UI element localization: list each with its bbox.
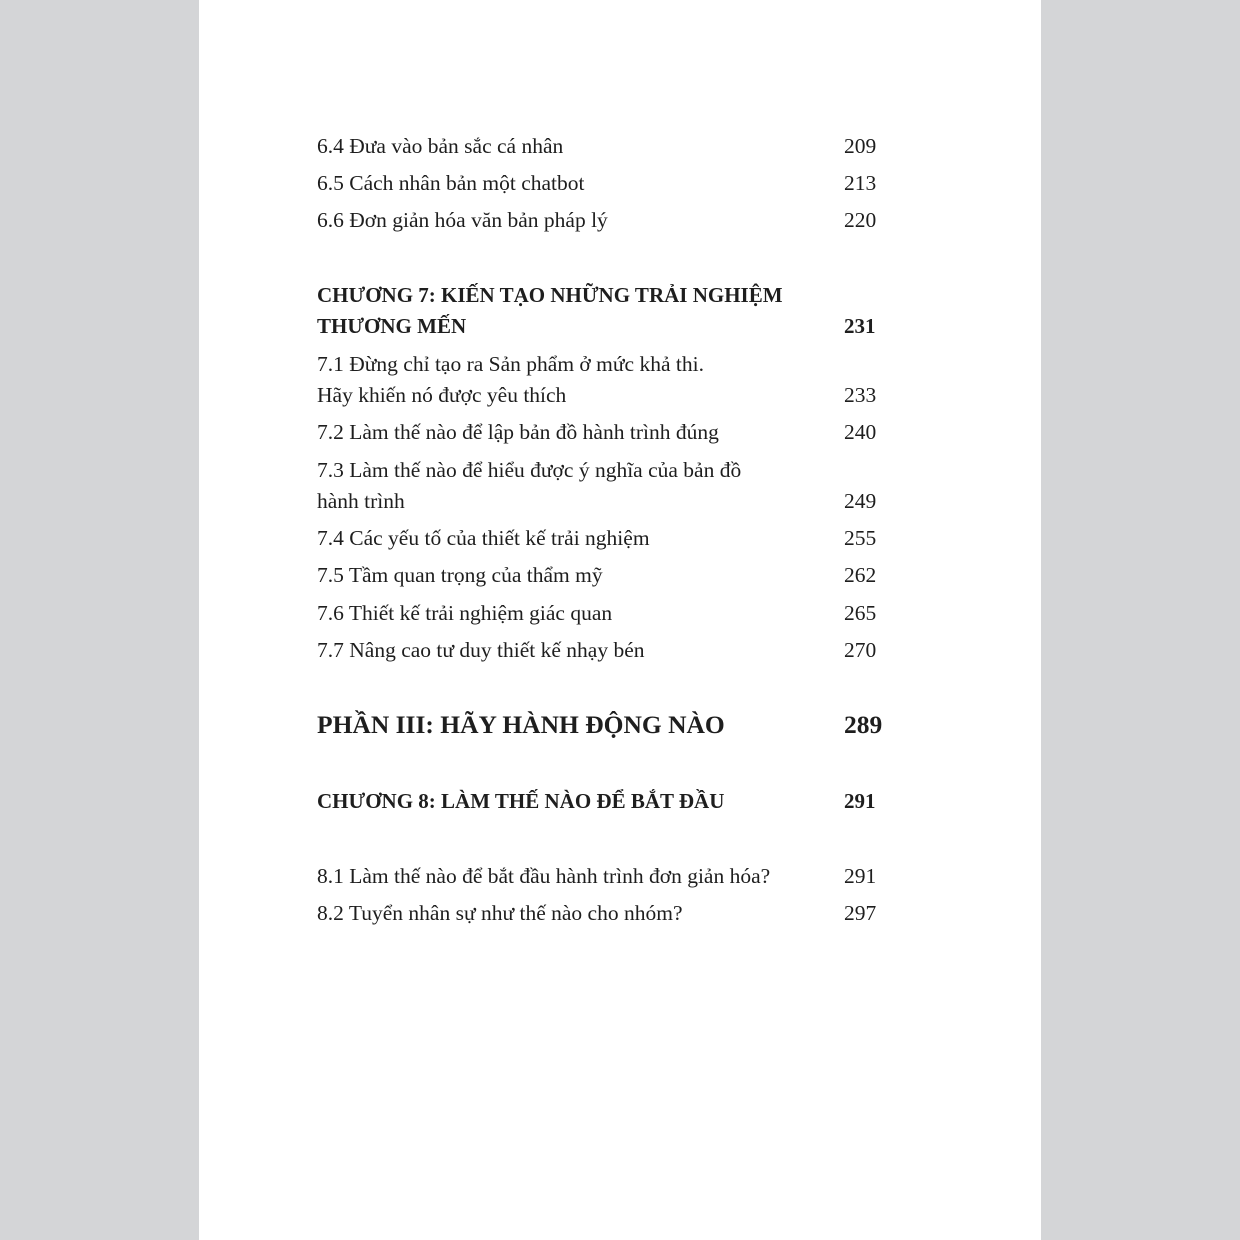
toc-entry-8-1: [317, 861, 887, 892]
toc-entry-title: 7.2 Làm thế nào để lập bản đồ hành trình đúng: [317, 420, 719, 444]
toc-entry-title-line1: 7.1 Đừng chỉ tạo ra Sản phẩm ở mức khả thi.: [317, 352, 704, 376]
toc-chapter-title: CHƯƠNG 8: LÀM THẾ NÀO ĐỂ BẮT ĐẦU: [317, 789, 725, 813]
toc-entry-7-6: [317, 598, 887, 629]
toc-entry-7-5: [317, 560, 887, 591]
toc-entry-7-7: [317, 635, 887, 666]
toc-entry-title-line2: Hãy khiến nó được yêu thích: [317, 383, 567, 407]
toc-entry-title: 7.6 Thiết kế trải nghiệm giác quan: [317, 601, 613, 625]
toc-entry-title-line1: 7.3 Làm thế nào để hiểu được ý nghĩa của bản đồ: [317, 458, 742, 482]
toc-entry-6-5: [317, 168, 887, 199]
toc-entry-title: 7.5 Tầm quan trọng của thẩm mỹ: [317, 563, 603, 587]
toc-entry-title: 6.4 Đưa vào bản sắc cá nhân: [317, 134, 564, 158]
toc-chapter-title-line1: CHƯƠNG 7: KIẾN TẠO NHỮNG TRẢI NGHIỆM: [317, 283, 783, 307]
toc-chapter-page: 231: [844, 314, 876, 338]
toc-entry-page: 265: [844, 601, 877, 625]
toc-entry-title: 6.6 Đơn giản hóa văn bản pháp lý: [317, 208, 608, 232]
toc-entry-page: 249: [844, 489, 877, 513]
toc-entry-title: 7.7 Nâng cao tư duy thiết kế nhạy bén: [317, 638, 645, 662]
toc-chapter-8: [317, 786, 887, 817]
toc-entry-page: 213: [844, 171, 877, 195]
toc-part-page: 289: [844, 710, 883, 739]
toc-chapter-7: [317, 280, 887, 342]
toc-entry-7-3: [317, 455, 887, 517]
toc-chapter-title-line2: THƯƠNG MẾN: [317, 314, 467, 338]
toc-entry-7-1: [317, 349, 887, 411]
toc-entry-page: 255: [844, 526, 877, 550]
toc-entry-8-2: [317, 898, 887, 929]
toc-entry-page: 233: [844, 383, 877, 407]
toc-chapter-page: 291: [844, 789, 876, 813]
toc-entry-page: 291: [844, 864, 877, 888]
toc-entry-6-4: [317, 131, 887, 162]
toc-entry-page: 297: [844, 901, 877, 925]
toc-entry-page: 262: [844, 563, 877, 587]
toc-entry-7-4: [317, 523, 887, 554]
toc-entry-title: 8.1 Làm thế nào để bắt đầu hành trình đơn giản hóa?: [317, 864, 771, 888]
toc-entry-7-2: [317, 417, 887, 448]
toc-entry-page: 240: [844, 420, 877, 444]
toc-entry-title: 7.4 Các yếu tố của thiết kế trải nghiệm: [317, 526, 650, 550]
toc-entry-title: 8.2 Tuyển nhân sự như thế nào cho nhóm?: [317, 901, 683, 925]
toc-entry-title-line2: hành trình: [317, 489, 405, 513]
toc-entry-page: 209: [844, 134, 877, 158]
toc-entry-page: 270: [844, 638, 877, 662]
toc-entry-title: 6.5 Cách nhân bản một chatbot: [317, 171, 585, 195]
toc-part-title: PHẦN III: HÃY HÀNH ĐỘNG NÀO: [317, 710, 725, 739]
toc-entry-page: 220: [844, 208, 877, 232]
toc-entry-6-6: [317, 205, 887, 236]
toc-part-3: [317, 707, 887, 743]
